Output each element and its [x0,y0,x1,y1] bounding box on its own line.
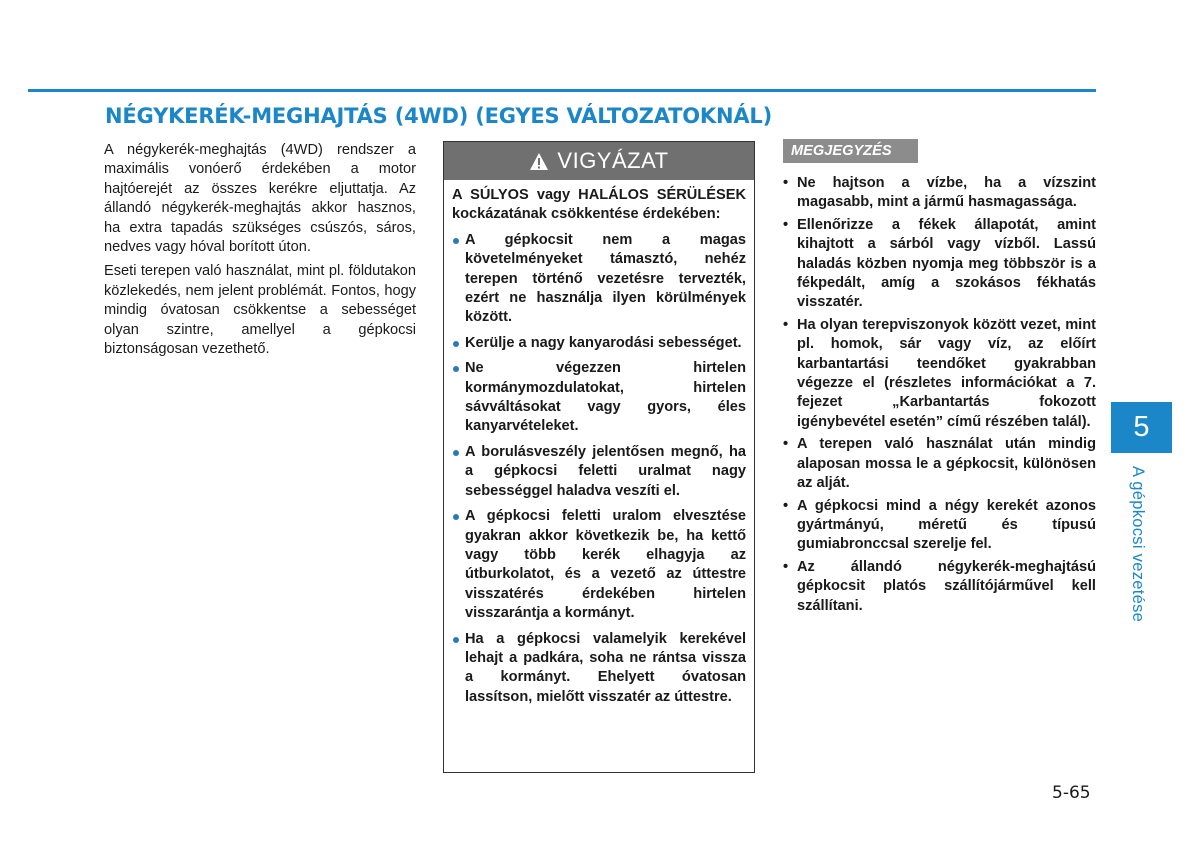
warning-item-text: A gépkocsit nem a magas követelményeket támasztó, nehéz terepen történő vezetésre tervezték, ezért ne használja ilyen körülmények között. [465,231,746,326]
bullet-icon: • [783,216,789,233]
bullet-icon [453,450,459,456]
note-item [783,174,1096,213]
chapter-tab: 5 [1111,402,1172,453]
bullet-icon [453,514,459,520]
intro-column [104,141,416,364]
bullet-icon: • [783,497,789,514]
warning-item-text: A gépkocsi feletti uralom elvesztése gyakran akkor következik be, ha kettő vagy több kerék elhagyja az útburkolatot, és a vezető az úttestre visszatérés érdekében hirtelen visszarántja a kormányt. [465,508,746,622]
warning-header [444,142,754,180]
warning-item [452,231,746,328]
note-item-text: Ha olyan terepviszonyok között vezet, mint pl. homok, sár vagy víz, az előírt karbantartási teendőket gyakrabban végezze el (részletes információkat a 7. fejezet „Karbantartás fokozott igénybevétel esetén” című részében talál). [797,316,1096,430]
warning-triangle-icon [529,152,549,171]
note-item-text: Ne hajtson a vízbe, ha a vízszint magasabb, mint a jármű hasmagassága. [797,175,1096,211]
bullet-icon [453,341,459,347]
bullet-icon [453,366,459,372]
warning-title: VIGYÁZAT [557,148,669,173]
note-item-text: A terepen való használat után mindig alaposan mossa le a gépkocsit, különösen az alját. [797,436,1096,492]
warning-item-text: A borulásveszély jelentősen megnő, ha a gépkocsi feletti uralmat nagy sebességgel haladva veszíti el. [465,443,746,499]
note-item [783,435,1096,493]
warning-item-text: Ha a gépkocsi valamelyik kerekével lehajt a padkára, soha ne rántsa vissza a kormányt. Ehelyett óvatosan lassítson, mielőtt visszatér az úttestre. [465,630,746,705]
note-item-text: A gépkocsi mind a négy kerekét azonos gyártmányú, méretű és típusú gumiabronccsal szerelje fel. [797,497,1096,553]
bullet-icon: • [783,558,789,575]
note-column [783,174,1096,619]
warning-body [444,180,754,707]
warning-box [443,141,755,773]
warning-item-text: Kerülje a nagy kanyarodási sebességet. [465,334,742,351]
warning-item-text: Ne végezzen hirtelen kormánymozdulatokat, hirtelen sávváltásokat vagy gyors, éles kanyarvételeket. [465,360,746,435]
intro-paragraph: Eseti terepen való használat, mint pl. földutakon közlekedés, nem jelent problémát. Fontos, hogy mindig óvatosan csökkentse a sebességet olyan szintre, amellyel a gépkocsi biztonságosan vezethető. [104,263,416,358]
warning-item [452,334,746,353]
note-item [783,316,1096,432]
bullet-icon: • [783,436,789,453]
page-number: 5-65 [1052,783,1091,803]
header-rule [28,89,1096,92]
intro-paragraph: A négykerék-meghajtás (4WD) rendszer a maximális vonóerő érdekében a motor hajtóerejét az összes kerékre eljuttatja. Az állandó négykerék-meghajtás akkor hasznos, ha extra tapadás szükséges csúszós, sáros, nedves vagy hóval borított úton. [104,142,416,256]
warning-item [452,630,746,708]
warning-intro: A SÚLYOS vagy HALÁLOS SÉRÜLÉSEK kockázatának csökkentése érdekében: [452,187,746,223]
note-label: MEGJEGYZÉS [783,139,918,163]
warning-item [452,359,746,437]
section-title: NÉGYKERÉK-MEGHAJTÁS (4WD) (EGYES VÁLTOZATOKNÁL) [105,104,772,128]
warning-item [452,507,746,623]
bullet-icon [453,637,459,643]
chapter-title: A gépkocsi vezetése [1129,466,1147,623]
bullet-icon: • [783,175,789,191]
note-item-text: Az állandó négykerék-meghajtású gépkocsit platós szállítójárművel kell szállítani. [797,558,1096,614]
note-item [783,216,1096,313]
note-item [783,558,1096,616]
bullet-icon: • [783,316,789,333]
note-item [783,497,1096,555]
warning-item [452,443,746,501]
note-list [783,174,1096,616]
note-item-text: Ellenőrizze a fékek állapotát, amint kihajtott a sárból vagy vízből. Lassú haladás közben nyomja meg többször is a fékpedált, amíg a szokásos fékhatás visszatér. [797,216,1096,311]
bullet-icon [453,238,459,244]
warning-list [452,231,746,707]
